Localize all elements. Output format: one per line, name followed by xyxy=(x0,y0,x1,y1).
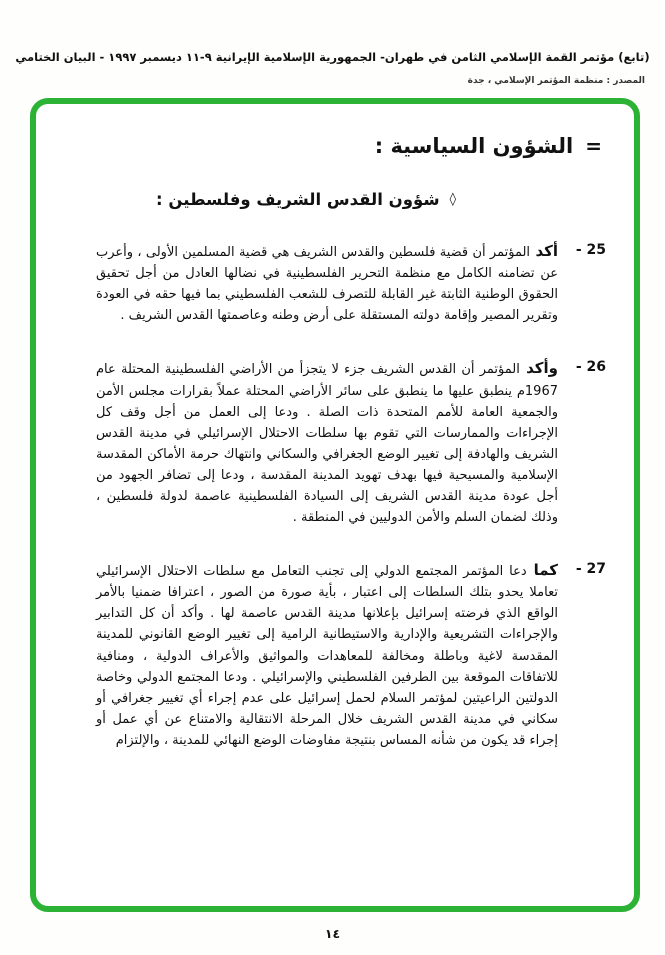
paragraph-body: دعا المؤتمر المجتمع الدولي إلى تجنب التعامل مع سلطات الاحتلال الإسرائيلي تعاملا يحدو بتلك السلطات إلى اعتبار ، بأية صورة من الصور ، اعترافا ضمنيا بالأمر الواقع الذي فرضته إسرائيل بإعلانها مدينة القدس عاصمة لها . وأكد أن كل التدابير والإجراءات التشريعية والإدارية والاستيطانية الرامية إلى تغيير الوضع القانوني للمدينة المقدسة لاغية وباطلة ومخالفة للمعاهدات والمواثيق والأعراف الدولية ، ومنافية للاتفاقات الموقعة بين الطرفين الفلسطيني والإسرائيلي . ودعا المجتمع الدولي وخاصة الدولتين الراعيتين لمؤتمر السلام لحمل إسرائيل على عدم إجراء أي تغيير جغرافي أو سكاني في مدينة القدس الشريف خلال المرحلة الانتقالية والامتناع عن أي عمل أو إجراء قد يكون من شأنه المساس بنتيجة مفاوضات الوضع النهائي للمدينة ، والإلتزام xyxy=(96,564,558,748)
paragraph-27 xyxy=(66,558,606,751)
content-border-box xyxy=(30,98,640,912)
paragraph-25 xyxy=(66,239,606,326)
paragraph-lead-word: كما xyxy=(526,561,558,580)
section-title: الشؤون السياسية : xyxy=(374,134,574,158)
section-marker-icon: = xyxy=(585,134,602,158)
subsection-title: شؤون القدس الشريف وفلسطين : xyxy=(156,190,440,209)
paragraph-lead-word: وأكد xyxy=(519,359,558,378)
subsection-title-row xyxy=(66,190,456,209)
paragraph-text xyxy=(66,356,558,528)
paragraph-lead-word: أكد xyxy=(530,242,558,260)
paragraph-26 xyxy=(66,356,606,528)
page-number: ١٤ xyxy=(324,926,341,941)
diamond-icon: ◊ xyxy=(449,192,456,207)
paragraph-text xyxy=(66,239,558,326)
paragraph-body: المؤتمر أن القدس الشريف جزء لا يتجزأ من الأراضي الفلسطينية المحتلة عام 1967م ينطبق عليها ما ينطبق على سائر الأراضي المحتلة عملاً بقرارات مجلس الأمن والجمعية العامة للأمم المتحدة ذات الصلة . ودعا إلى العمل من أجل وقف كل الإجراءات والممارسات التي تقوم بها سلطات الاحتلال الإسرائيلي في مدينة القدس الشريف والهادفة إلى تغيير الوضع الجغرافي والسكاني وانتهاك حرمة الأماكن المقدسة الإسلامية والمسيحية فيها بهدف تهويد المدينة المقدسة ، ودعا إلى تضافر الجهود من أجل عودة مدينة القدس الشريف إلى السيادة الفلسطينية عاصمة لدولة فلسطين ، وذلك لضمان السلم والأمن الدوليين في المنطقة . xyxy=(96,362,558,526)
section-title-row xyxy=(66,134,602,158)
paragraph-text xyxy=(66,558,558,751)
paragraph-number: 27 - xyxy=(575,561,606,578)
source-note: المصدر : منظمة المؤتمر الإسلامي ، جدة xyxy=(467,76,645,86)
document-header: (تابع) مؤتمر القمة الإسلامي الثامن في طهران- الجمهورية الإسلامية الإيرانية ٩-١١ ديسمبر ١٩٩٧ - البيان الختامي xyxy=(15,50,650,64)
paragraph-number: 25 - xyxy=(575,242,606,258)
paragraph-body: المؤتمر أن قضية فلسطين والقدس الشريف هي قضية المسلمين الأولى ، وأعرب عن تضامنه الكامل مع منظمة التحرير الفلسطينية في نضالها العادل من أجل تحقيق الحقوق الوطنية الثابتة غير القابلة للتصرف للشعب الفلسطيني بما فيها حقه في العودة وتقرير المصير وإقامة دولته المستقلة على أرض وطنه وعاصمتها القدس الشريف . xyxy=(96,245,558,324)
paragraph-number: 26 - xyxy=(575,359,606,376)
